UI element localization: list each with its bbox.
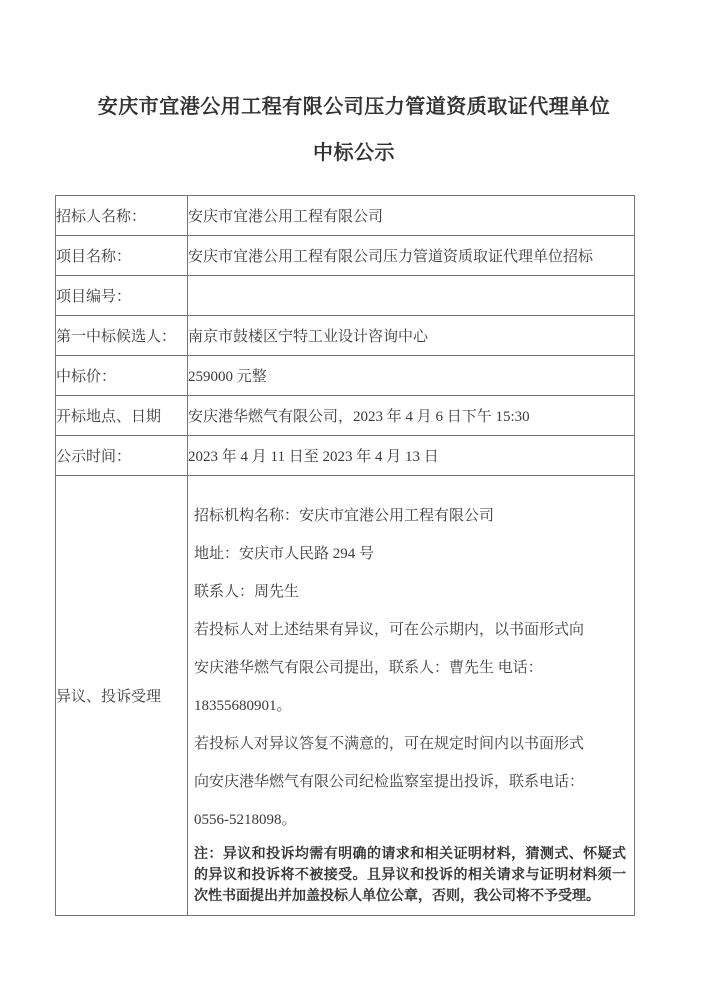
row-label-tenderer-name: 招标人名称： — [56, 196, 188, 236]
row-value-first-candidate: 南京市鼓楼区宁特工业设计咨询中心 — [188, 316, 635, 356]
row-label-project-name: 项目名称： — [56, 236, 188, 276]
row-value-publicity-period: 2023 年 4 月 11 日至 2023 年 4 月 13 日 — [188, 436, 635, 476]
bid-announcement-table — [55, 195, 635, 916]
table-row-tenderer-name — [56, 196, 635, 236]
objection-line-dispute-2: 安庆港华燃气有限公司提出，联系人：曹先生 电话： — [194, 660, 543, 676]
objection-line-complaint-1: 若投标人对异议答复不满意的，可在规定时间内以书面形式 — [194, 736, 585, 752]
objection-line-contact: 联系人：周先生 — [194, 584, 300, 600]
row-value-project-name: 安庆市宜港公用工程有限公司压力管道资质取证代理单位招标 — [188, 236, 635, 276]
table-row-project-name — [56, 236, 635, 276]
row-label-project-number: 项目编号： — [56, 276, 188, 316]
row-label-winning-price: 中标价： — [56, 356, 188, 396]
row-value-tenderer-name: 安庆市宜港公用工程有限公司 — [188, 196, 635, 236]
row-label-first-candidate: 第一中标候选人： — [56, 316, 188, 356]
document-title-line-1: 安庆市宜港公用工程有限公司压力管道资质取证代理单位 — [97, 96, 611, 118]
table-row-winning-price — [56, 356, 635, 396]
table-row-objection-complaint — [56, 476, 635, 916]
objection-note: 注：异议和投诉均需有明确的请求和相关证明材料，猜测式、怀疑式的异议和投诉将不被接受。且异议和投诉的相关请求与证明材料须一次性书面提出并加盖投标人单位公章，否则，我公司将不予受理。 — [194, 847, 626, 904]
document-title-line-2: 中标公示 — [313, 142, 395, 164]
objection-line-complaint-2: 向安庆港华燃气有限公司纪检监察室提出投诉，联系电话： — [194, 774, 585, 790]
table-row-opening-place-date — [56, 396, 635, 436]
table-row-project-number — [56, 276, 635, 316]
row-value-project-number — [188, 276, 635, 316]
table-row-first-candidate — [56, 316, 635, 356]
row-label-publicity-period: 公示时间： — [56, 436, 188, 476]
objection-line-agency-name: 招标机构名称：安庆市宜港公用工程有限公司 — [194, 508, 495, 524]
objection-line-dispute-phone: 18355680901。 — [194, 698, 292, 714]
objection-line-complaint-phone: 0556-5218098。 — [194, 812, 297, 828]
row-value-winning-price: 259000 元整 — [188, 356, 635, 396]
row-value-opening-place-date: 安庆港华燃气有限公司，2023 年 4 月 6 日下午 15:30 — [188, 396, 635, 436]
document-title — [0, 0, 708, 176]
row-value-objection-complaint — [188, 476, 635, 916]
table-row-publicity-period — [56, 436, 635, 476]
row-label-opening-place-date: 开标地点、日期 — [56, 396, 188, 436]
row-label-objection-complaint: 异议、投诉受理 — [56, 476, 188, 916]
objection-line-dispute-1: 若投标人对上述结果有异议，可在公示期内，以书面形式向 — [194, 622, 585, 638]
objection-line-address: 地址：安庆市人民路 294 号 — [194, 546, 375, 562]
objection-content — [188, 476, 634, 915]
